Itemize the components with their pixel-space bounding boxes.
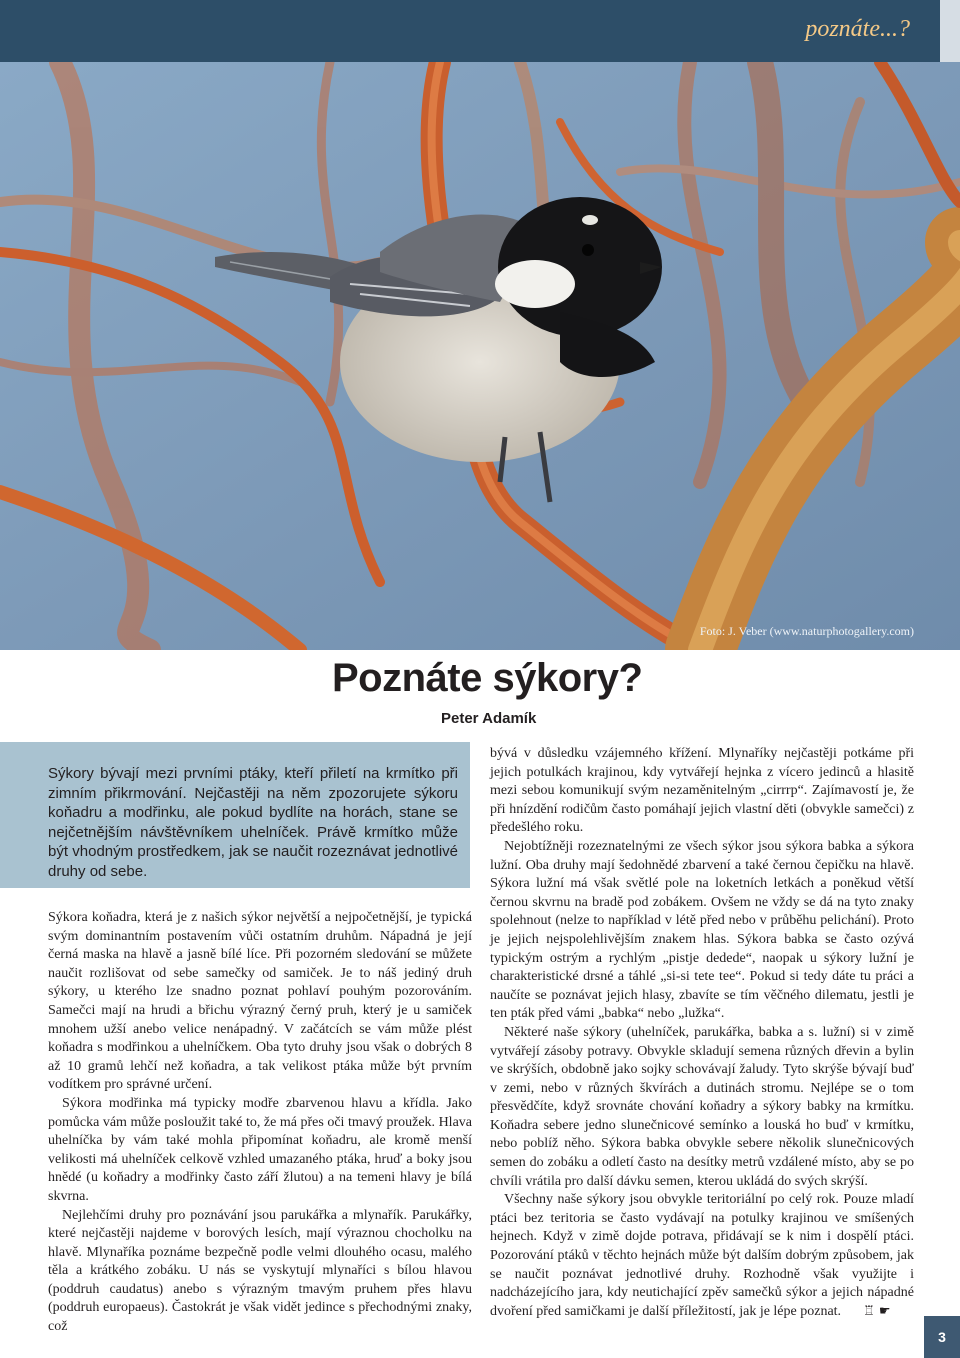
body-paragraph: Nejlehčími druhy pro poznávání jsou parukářka a mlynařík. Parukářky, které nejčastěji najdeme v borových lesích, mají výraznou chocholku na hlavě. Mlynaříka poznáme bezpečně podle velmi dlouhého ocasu, malého těla a krátkého zobáku. U nás se vyskytují mlynaříci s bílou hlavou (poddruh caudatus) anebo s výrazným tmavým pruhem přes hlavu (poddruh europaeus). Častokrát je však vidět jedince s přechodnými znaky, což — [48, 1207, 472, 1335]
header-side-strip — [940, 0, 960, 62]
lead-box — [0, 742, 470, 888]
body-paragraph: Nejobtížněji rozeznatelnými ze všech sýkor jsou sýkora babka a sýkora lužní. Oba druhy mají šedohnědé zbarvení a také černou čepičku na hlavě. Sýkora lužní má však světlé pole na loketních letkách a poněkud větší černou skvrnu na bradě pod zobákem. Ovšem ne vždy se dá na tyto znaky spolehnout (nelze to například v létě před nebo v průběhu pelichání). Proto je jejich nejspolehlivějším znakem hlas. Sýkora babka se často ozývá typickým ostrým a rychlým „pistje dedede“, naopak u sýkory lužní je charakteristické drsné a táhlé „si-si tete tee“. Pokud si tedy dáte tu práci a naučíte se poznávat jejich hlasy, zbavíte se tím věčného dilematu, jestli je ten pták před vámi „babka“ nebo „lužka“. — [490, 838, 914, 1022]
body-paragraph: Sýkora modřinka má typicky modře zbarvenou hlavu a křídla. Jako pomůcka vám může posloužit také to, že má přes oči tmavý proužek. Hlava uhelníčka by vám také mohla připomínat koňadru, ale kromě menší velikosti má uhelníček celkově vzhled umazaného ptáka, hruď a boky jsou hnědé (u koňadry a modřinky často září žlutou) a na temeni hlavy je bílá skvrna. — [48, 1095, 472, 1204]
body-paragraph: bývá v důsledku vzájemného křížení. Mlynaříky nejčastěji potkáme při jejich potulkách krajinou, kdy vytvářejí hejnka z vícero jedinců a hlasitě mezi sebou komunikují svým nezaměnitelným „cirrrp“. Zajímavostí je, že při hnízdění rodičům často pomáhají jejich vlastní děti (obvykle samečci) z předešlého roku. — [490, 746, 914, 836]
body-paragraph-text: Všechny naše sýkory jsou obvykle teritoriální po celý rok. Pouze mladí ptáci bez teritoria se často vydávají na potulky krajinou ve smíšených hejnech. Když v zimě dojde potrava, přidávají se k nim i dospělí ptáci. Pozorování ptáků v těchto hejnách může být dalším dobrým způsobem, jak se naučit poznávat jednotlivé druhy. Rozhodně však využijte i nadcházejícího jara, kdy neutichající zpěv samečků sýkor a jejich nápadné dvoření před samičkami je další příležitostí, jak je lépe poznat. — [490, 1192, 914, 1319]
body-paragraph: Sýkora koňadra, která je z našich sýkor největší a nejpočetnější, je typická svým dominantním postavením vůči ostatním druhům. Nápadná je její černá maska na hlavě a jasně bílé líce. Při pozorném sledování se můžete naučit rozlišovat od sebe samečky od samiček. Je to náš jediný druh sýkory, u kterého lze snadno poznat pohlaví pouhým pozorováním. Samečci mají na hrudi a břichu výrazný černý pruh, který je u samiček mnohem užší anebo velice nenápadný. V začátcích se vám může plést koňadra s modřinkou a uhelníčkem. Oba tyto druhy jsou však o dobrých 8 až 10 gramů lehčí než koňadra, a tak velikost ptáka může být prvním vodítkem pro správné určení. — [48, 910, 472, 1093]
page-number: 3 — [924, 1316, 960, 1358]
left-column — [48, 909, 472, 1337]
lead-paragraph: Sýkory bývají mezi prvními ptáky, kteří přiletí na krmítko při zimním přikrmování. Nejčastěji na něm zpozorujete sýkoru koňadru a modřinku, ale pokud bydlíte na horách, stane se nejčetnějším návštěvníkem uhelníček. Právě krmítko může být vhodným prostředkem, jak se naučit rozeznávat jednotlivé druhy od sebe. — [48, 765, 458, 880]
end-mark-icon: ♖ ☛ — [863, 1303, 891, 1319]
article-title: Poznáte sýkory? — [332, 656, 643, 700]
right-column — [490, 745, 914, 1321]
article-author: Peter Adamík — [441, 710, 537, 727]
photo-credit: Foto: J. Veber (www.naturphotogallery.com) — [699, 624, 914, 638]
body-paragraph: Některé naše sýkory (uhelníček, parukářka, babka a s. lužní) si v zimě vytvářejí zásoby potravy. Obvykle skladují semena různých dřevin a bylin ve skrýších, obdobně jako sojky schovávají žaludy. Tyto skrýše bývají buď v zemi, nebo v různých škvírách a dutinách stromu. Nejlépe se o tom přesvědčíte, když srovnáte chování koňadry a sýkory babky na krmítku. Koňadra sebere jedno slunečnicové semínko a louská ho buď v krmítku, nebo poblíž něho. Sýkora babka obvykle sebere několik slunečnicových semen do zobáku a odletí často na desítky metrů vzdálené místo, aby se po chvíli vrátila pro další dávku semen, kterou ukládá do svých skrýší. — [490, 1024, 914, 1189]
section-kicker: poznáte...? — [805, 16, 910, 42]
bird-photo — [0, 62, 960, 650]
coal-tit-illustration — [0, 62, 960, 650]
header-bar — [0, 0, 940, 62]
body-paragraph-last — [490, 1191, 914, 1321]
